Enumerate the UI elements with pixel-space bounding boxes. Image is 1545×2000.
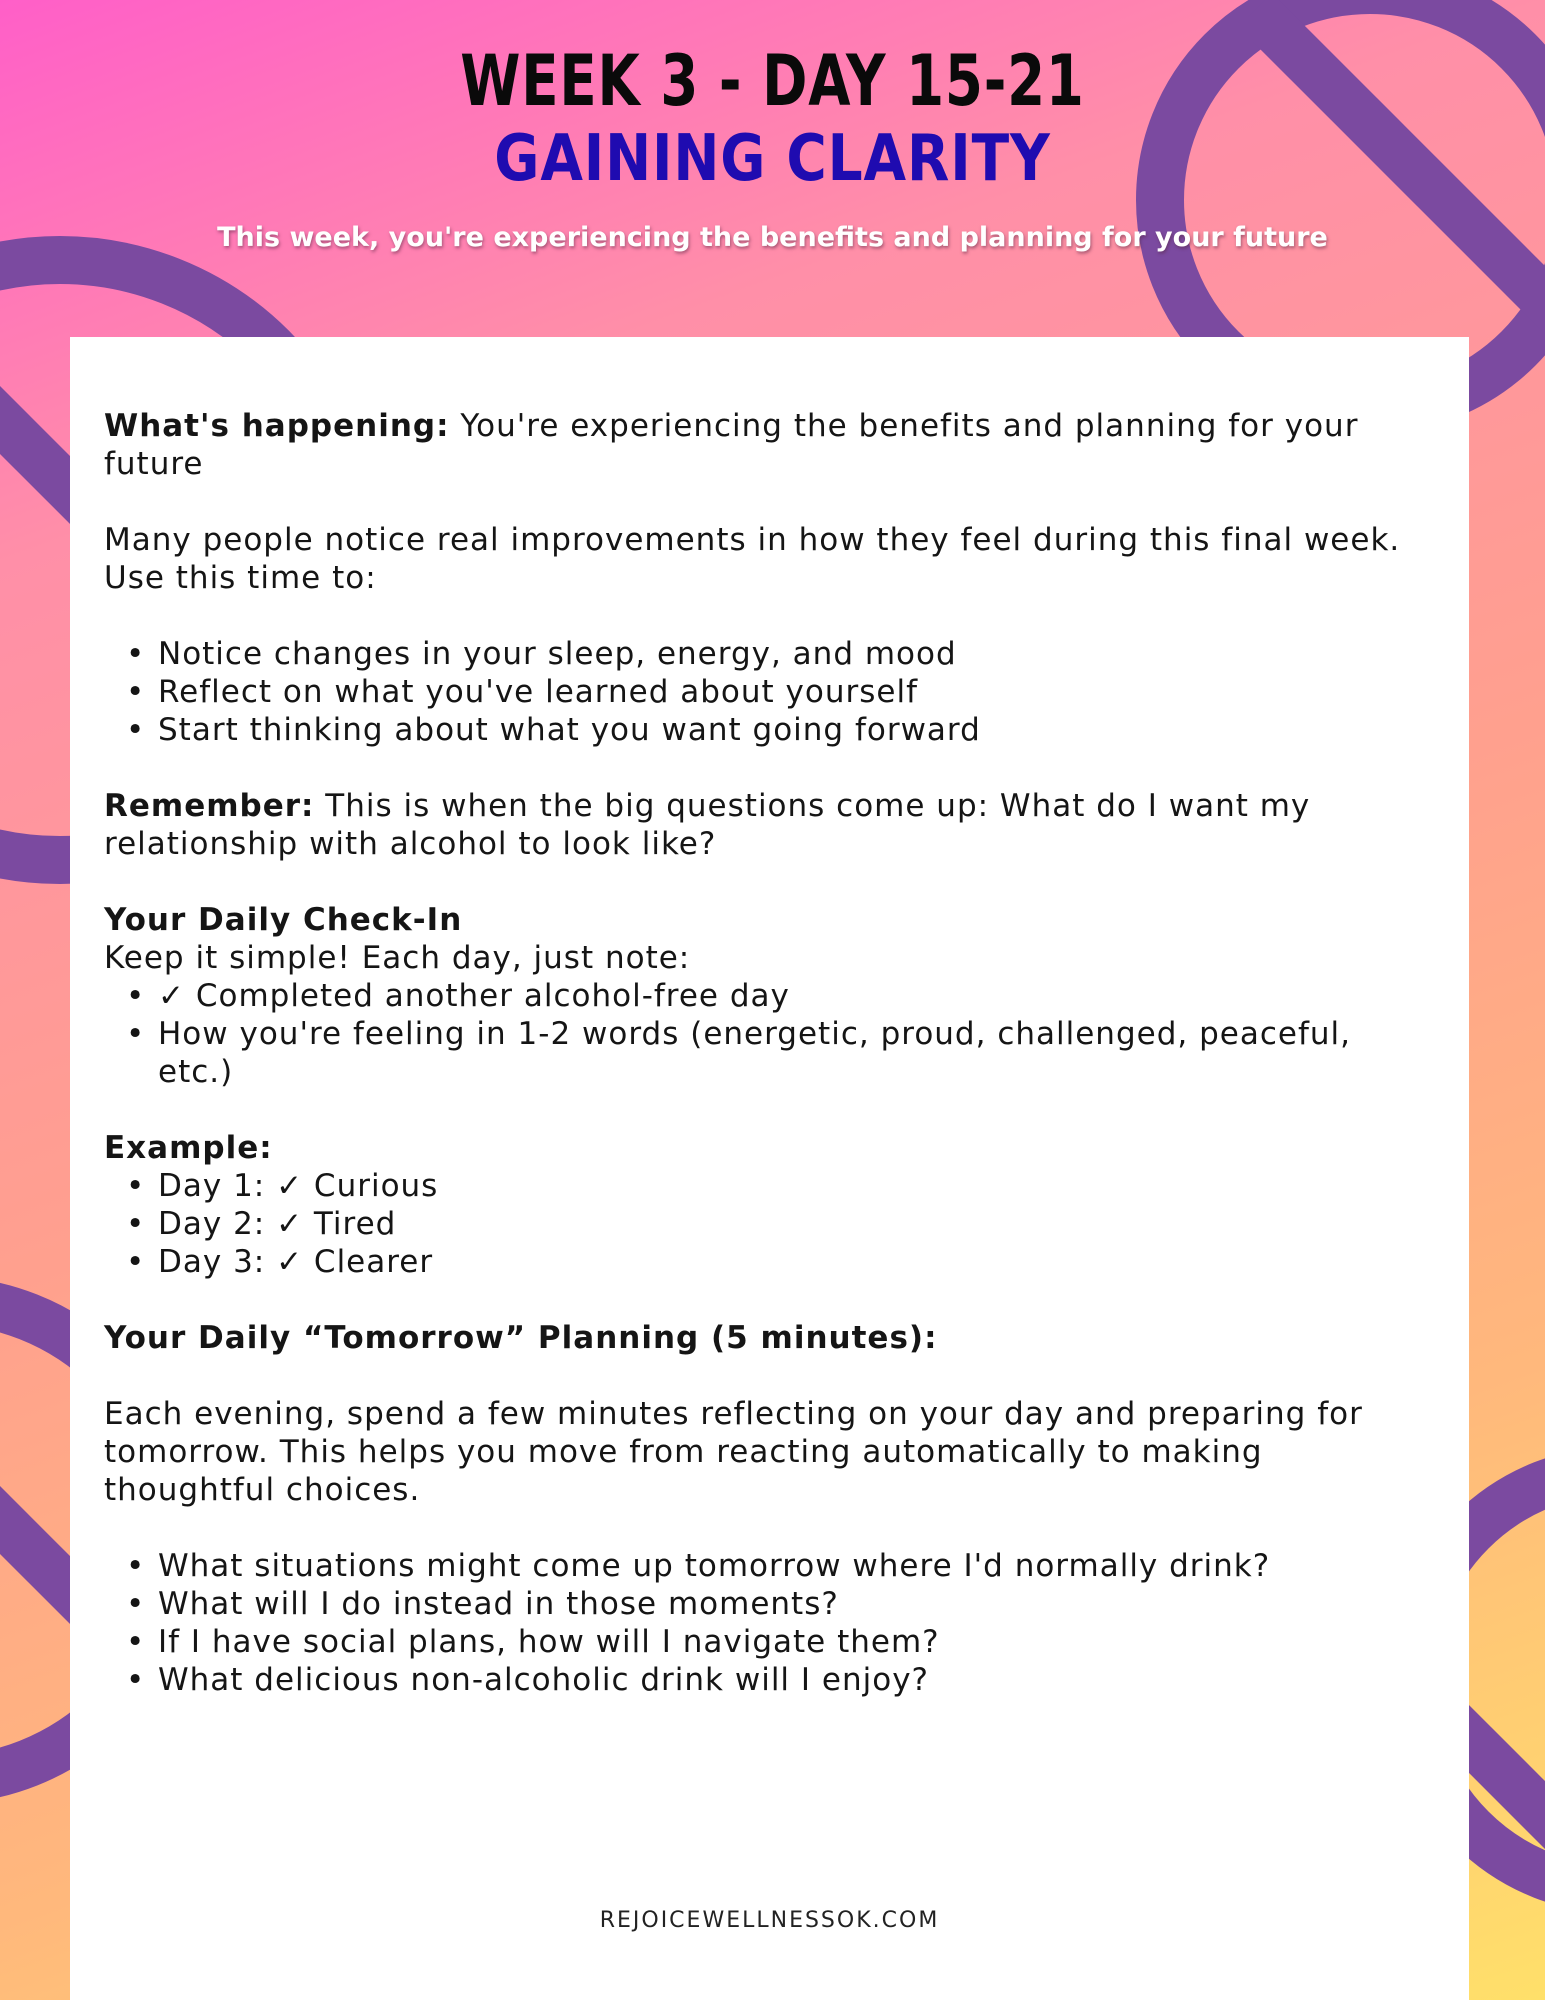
page-title: WEEK 3 - DAY 15-21 [460, 40, 1085, 122]
checkin-list [104, 977, 1435, 1091]
planning-heading: Your Daily “Tomorrow” Planning (5 minutes): [104, 1320, 938, 1356]
list-item: • What delicious non-alcoholic drink will I enjoy? [158, 1661, 1435, 1699]
example-heading: Example: [104, 1130, 273, 1166]
whats-happening-paragraph [104, 407, 1435, 483]
list-item: • Day 3: ✓ Clearer [158, 1243, 1435, 1281]
planning-paragraph: Each evening, spend a few minutes reflecting on your day and preparing for tomorrow. This helps you move from reacting automatically to making thoughtful choices. [104, 1396, 1363, 1508]
use-time-list [104, 635, 1435, 749]
planning-list [104, 1547, 1435, 1699]
footer-website: REJOICEWELLNESSOK.COM [599, 1908, 940, 1933]
list-item: • Start thinking about what you want going forward [158, 711, 1435, 749]
list-item: • If I have social plans, how will I navigate them? [158, 1623, 1435, 1661]
content-card [70, 337, 1469, 2000]
list-item: • Notice changes in your sleep, energy, and mood [158, 635, 1435, 673]
whats-happening-label: What's happening: [104, 408, 450, 444]
header-tagline: This week, you're experiencing the benefits and planning for your future [217, 222, 1328, 253]
remember-text: This is when the big questions come up: What do I want my relationship with alcohol to look like? [104, 788, 1311, 862]
remember-paragraph [104, 787, 1435, 863]
list-item: • How you're feeling in 1-2 words (energetic, proud, challenged, peaceful, etc.) [158, 1015, 1435, 1091]
remember-label: Remember: [104, 788, 315, 824]
list-item: • ✓ Completed another alcohol-free day [158, 977, 1435, 1015]
checkin-intro: Keep it simple! Each day, just note: [104, 940, 691, 976]
whats-happening-text: You're experiencing the benefits and planning for your future [104, 408, 1359, 482]
list-item: • What situations might come up tomorrow where I'd normally drink? [158, 1547, 1435, 1585]
example-list [104, 1167, 1435, 1281]
intro-paragraph: Many people notice real improvements in how they feel during this final week. Use this time to: [104, 522, 1401, 596]
page-subtitle-heading: GAINING CLARITY [494, 122, 1051, 196]
list-item: • Day 1: ✓ Curious [158, 1167, 1435, 1205]
list-item: • What will I do instead in those moments? [158, 1585, 1435, 1623]
checkin-heading: Your Daily Check-In [104, 902, 463, 938]
list-item: • Reflect on what you've learned about yourself [158, 673, 1435, 711]
list-item: • Day 2: ✓ Tired [158, 1205, 1435, 1243]
